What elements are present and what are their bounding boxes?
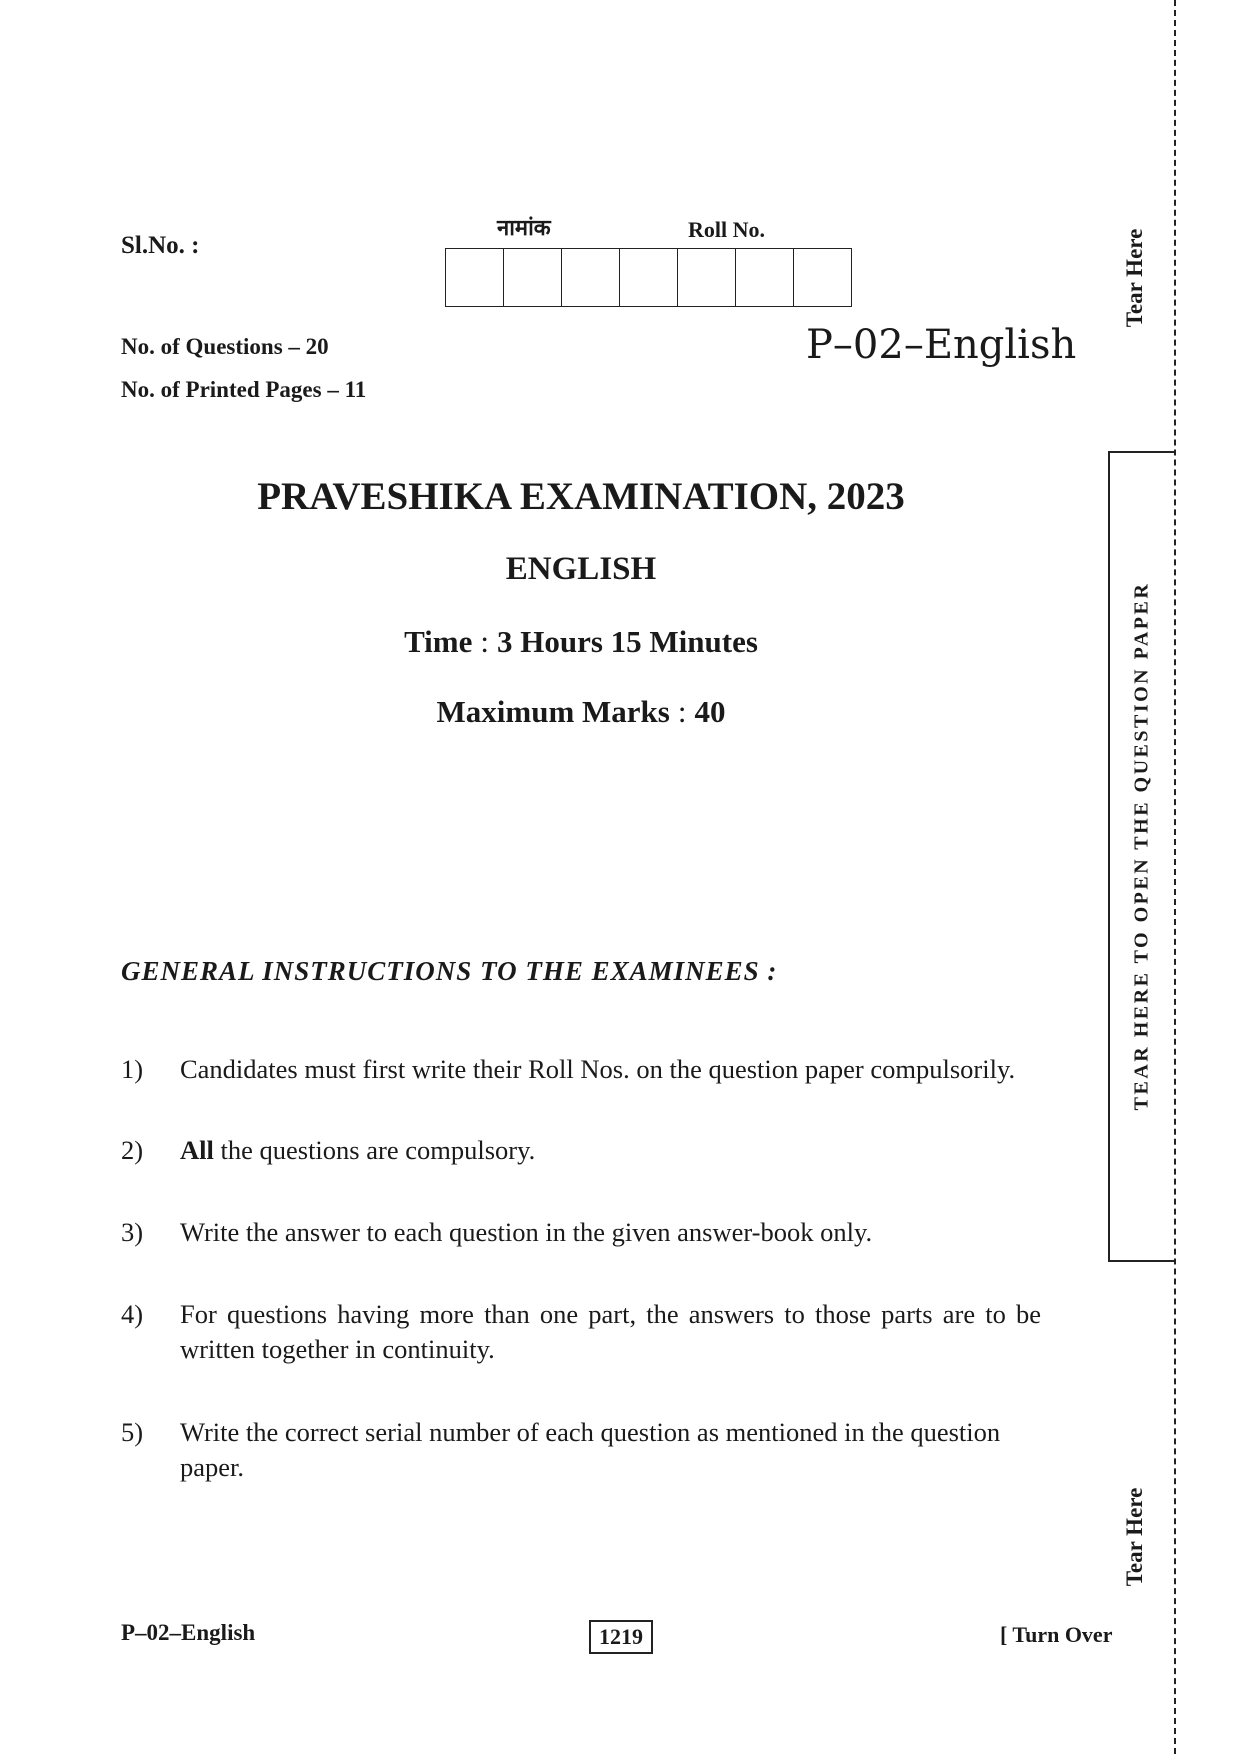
footer-turn-over: [ Turn Over (1000, 1622, 1113, 1647)
instruction-text: Write the answer to each question in the given answer-book only. (180, 1217, 873, 1247)
exam-title: PRAVESHIKA EXAMINATION, 2023 (257, 475, 905, 518)
instruction-number: 2) (121, 1135, 144, 1165)
roll-box[interactable] (794, 249, 851, 306)
instruction-text-wrapper (180, 1133, 1041, 1168)
roll-number-boxes (445, 248, 852, 307)
roll-box[interactable] (620, 249, 678, 306)
subject-title: ENGLISH (505, 551, 657, 587)
time-value: 3 Hours 15 Minutes (497, 624, 758, 659)
footer-paper-code: P–02–English (121, 1620, 256, 1645)
paper-code: P–02–English (806, 322, 1077, 368)
instruction-number: 1) (121, 1054, 144, 1084)
instruction-item (121, 1215, 1041, 1250)
roll-box[interactable] (736, 249, 794, 306)
instruction-item (121, 1415, 1041, 1485)
instruction-item (121, 1052, 1041, 1087)
instruction-text: Write the correct serial number of each question as mentioned in the question paper. (180, 1417, 1001, 1482)
instruction-item (121, 1133, 1041, 1168)
instruction-bold-word: All (180, 1135, 214, 1165)
marks-value: 40 (694, 694, 726, 729)
marks-line (0, 694, 1162, 730)
printed-pages-count: No. of Printed Pages – 11 (121, 377, 367, 402)
roll-box[interactable] (446, 249, 504, 306)
marks-label: Maximum Marks (436, 694, 670, 729)
instruction-text: the questions are compulsory. (213, 1135, 536, 1165)
instructions-heading: GENERAL INSTRUCTIONS TO THE EXAMINEES : (121, 956, 778, 986)
instruction-text: Candidates must first write their Roll Nos. on the question paper compulsorily. (180, 1054, 1016, 1084)
instruction-number: 4) (121, 1299, 144, 1329)
tear-here-top-label: Tear Here (1122, 228, 1147, 328)
instruction-number: 5) (121, 1417, 144, 1447)
time-label: Time (404, 624, 473, 659)
footer-page-number: 1219 (589, 1620, 653, 1654)
time-line (0, 624, 1162, 660)
instruction-item (121, 1297, 1041, 1367)
roll-box[interactable] (562, 249, 620, 306)
roll-box[interactable] (678, 249, 736, 306)
instruction-text: For questions having more than one part, the answers to those parts are to be written together in continuity. (180, 1299, 1041, 1364)
instruction-number: 3) (121, 1217, 144, 1247)
roll-box[interactable] (504, 249, 562, 306)
roll-number-label: Roll No. (688, 217, 765, 242)
roll-number-label-hindi: नामांक (497, 216, 551, 241)
marks-separator: : (677, 694, 687, 729)
questions-count: No. of Questions – 20 (121, 334, 329, 359)
serial-number-label: Sl.No. : (121, 232, 200, 259)
tear-here-bottom-label: Tear Here (1122, 1487, 1147, 1587)
tear-panel-text: TEAR HERE TO OPEN THE QUESTION PAPER (1130, 581, 1153, 1111)
time-separator: : (480, 624, 489, 659)
